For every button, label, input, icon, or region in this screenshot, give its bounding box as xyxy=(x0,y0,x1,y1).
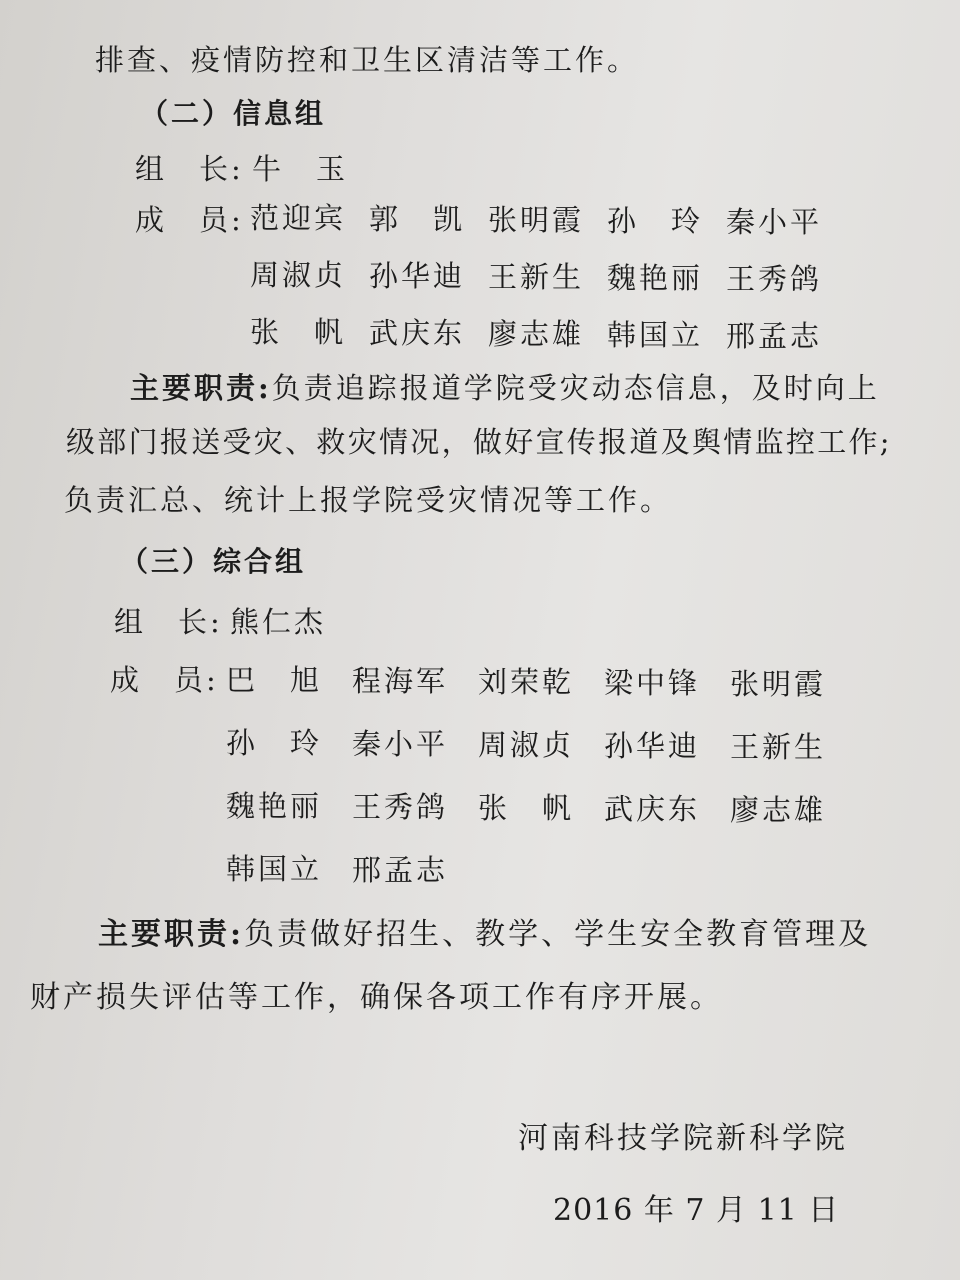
member-name: 魏艳丽 xyxy=(607,261,704,295)
member-name: 张 帆 xyxy=(478,791,575,825)
member-name: 武庆东 xyxy=(604,792,701,826)
group2-heading: （二）信息组 xyxy=(140,97,327,130)
group3-members-label: 成 员: xyxy=(110,663,219,697)
top-line: 排查、疫情防控和卫生区清洁等工作。 xyxy=(95,43,640,77)
group3-duty-line2: 财产损失评估等工作，确保各项工作有序开展。 xyxy=(30,980,723,1015)
member-name: 韩国立 xyxy=(607,318,704,352)
member-name: 秦小平 xyxy=(726,205,823,239)
member-name: 范迎宾 xyxy=(250,201,347,235)
group2-leader-name: 牛 玉 xyxy=(252,152,349,186)
member-name: 王新生 xyxy=(730,730,827,764)
group2-leader-label: 组 长: xyxy=(135,152,244,186)
member-name: 程海军 xyxy=(352,664,449,698)
group2-members-label: 成 员: xyxy=(135,203,244,237)
group2-duty-text1: 负责追踪报道学院受灾动态信息，及时向上 xyxy=(271,371,880,405)
group3-leader-label: 组 长: xyxy=(114,605,223,639)
member-name: 梁中锋 xyxy=(604,666,701,700)
member-name: 廖志雄 xyxy=(730,793,827,827)
group3-duty-text1: 负责做好招生、教学、学生安全教育管理及 xyxy=(244,917,872,952)
member-name: 张明霞 xyxy=(730,667,827,701)
member-name: 刘荣乾 xyxy=(478,665,575,699)
member-name: 郭 凯 xyxy=(369,202,466,236)
member-name: 王秀鸽 xyxy=(352,790,449,824)
member-name: 秦小平 xyxy=(352,727,449,761)
member-name: 张 帆 xyxy=(250,315,347,349)
member-name: 王秀鸽 xyxy=(726,262,823,296)
group2-duty-label: 主要职责: xyxy=(130,371,272,405)
member-name: 张明霞 xyxy=(488,203,585,237)
group2-duty-line3: 负责汇总、统计上报学院受灾情况等工作。 xyxy=(64,483,673,517)
group3-heading: （三）综合组 xyxy=(120,545,307,578)
member-name: 王新生 xyxy=(488,260,585,294)
member-name: 魏艳丽 xyxy=(226,789,323,823)
member-name: 周淑贞 xyxy=(250,258,347,292)
member-name: 邢孟志 xyxy=(352,853,449,887)
member-name: 韩国立 xyxy=(226,852,323,886)
signature-date: 2016 年 7 月 11 日 xyxy=(553,1193,840,1228)
signature-org: 河南科技学院新科学院 xyxy=(518,1121,848,1156)
group2-duty-line1 xyxy=(130,371,880,405)
group2-duty-line2: 级部门报送受灾、救灾情况，做好宣传报道及舆情监控工作; xyxy=(66,425,892,459)
member-name: 孙华迪 xyxy=(604,729,701,763)
group3-duty-line1 xyxy=(98,917,872,952)
member-name: 孙 玲 xyxy=(607,204,704,238)
member-name: 廖志雄 xyxy=(488,317,585,351)
member-name: 邢孟志 xyxy=(726,319,823,353)
member-name: 孙华迪 xyxy=(369,259,466,293)
member-name: 巴 旭 xyxy=(226,663,323,697)
group3-duty-label: 主要职责: xyxy=(98,917,245,952)
group3-leader-name: 熊仁杰 xyxy=(230,605,327,639)
member-name: 周淑贞 xyxy=(478,728,575,762)
member-name: 孙 玲 xyxy=(226,726,323,760)
member-name: 武庆东 xyxy=(369,316,466,350)
